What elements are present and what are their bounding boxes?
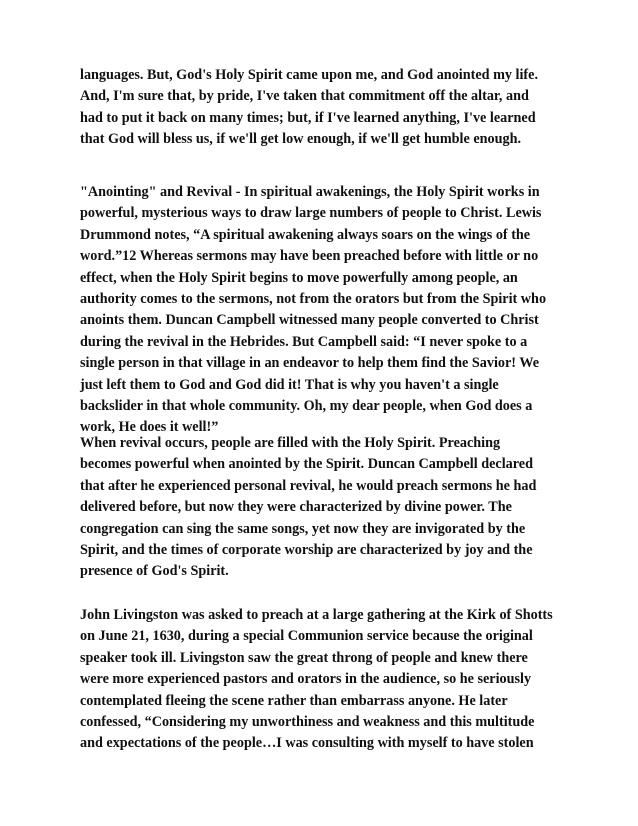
text-line: work, He does it well!” <box>80 419 219 436</box>
text-line: When revival occurs, people are filled with the Holy Spirit. Preaching <box>80 435 501 451</box>
text-line: backslider in that whole community. Oh, my dear people, when God does a <box>80 398 533 415</box>
text-line: had to put it back on many times; but, if I've learned anything, I've learned <box>80 109 536 126</box>
text-line: John Livingston was asked to preach at a large gathering at the Kirk of Shotts <box>80 607 553 623</box>
text-line: during the revival in the Hebrides. But Campbell said: “I never spoke to a <box>80 333 528 350</box>
text-line: speaker took ill. Livingston saw the great throng of people and knew there <box>80 649 528 666</box>
text-line: delivered before, but now they were characterized by divine power. The <box>80 499 512 516</box>
text-line: authority comes to the sermons, not from the orators but from the Spirit who <box>80 291 547 308</box>
paragraph-john-livingston <box>80 605 580 755</box>
text-line: congregation can sing the same songs, yet now they are invigorated by the <box>80 520 526 537</box>
text-line: that God will bless us, if we'll get low enough, if we'll get humble enough. <box>80 131 522 148</box>
text-line: "Anointing" and Revival - In spiritual awakenings, the Holy Spirit works in <box>80 184 540 200</box>
text-line: confessed, “Considering my unworthiness and weakness and this multitude <box>80 714 535 731</box>
text-line: presence of God's Spirit. <box>80 563 229 580</box>
text-line: anoints them. Duncan Campbell witnessed many people converted to Christ <box>80 312 539 329</box>
text-line: contemplated fleeing the scene rather than embarrass anyone. He later <box>80 692 508 709</box>
paragraph-revival-occurs <box>80 433 580 583</box>
text-line: and expectations of the people…I was consulting with myself to have stolen <box>80 735 534 752</box>
text-line: Spirit, and the times of corporate worship are characterized by joy and the <box>80 542 533 559</box>
text-line: And, I'm sure that, by pride, I've taken that commitment off the altar, and <box>80 88 529 105</box>
text-line: word.”12 Whereas sermons may have been preached before with little or no <box>80 248 539 265</box>
text-line: that after he experienced personal revival, he would preach sermons he had <box>80 477 537 494</box>
paragraph-humility <box>80 65 580 151</box>
text-line: single person in that village in an endeavor to help them find the Savior! We <box>80 355 540 372</box>
text-line: on June 21, 1630, during a special Communion service because the original <box>80 628 533 645</box>
text-line: becomes powerful when anointed by the Spirit. Duncan Campbell declared <box>80 456 533 473</box>
text-line: just left them to God and God did it! That is why you haven't a single <box>80 376 499 393</box>
text-line: Drummond notes, “A spiritual awakening always soars on the wings of the <box>80 226 531 243</box>
text-line: powerful, mysterious ways to draw large numbers of people to Christ. Lewis <box>80 205 542 222</box>
text-line: languages. But, God's Holy Spirit came upon me, and God anointed my life. <box>80 67 538 83</box>
text-line: effect, when the Holy Spirit begins to move powerfully among people, an <box>80 269 518 286</box>
paragraph-anointing-and-revival <box>80 182 580 439</box>
text-line: were more experienced pastors and orators in the audience, so he seriously <box>80 671 532 688</box>
